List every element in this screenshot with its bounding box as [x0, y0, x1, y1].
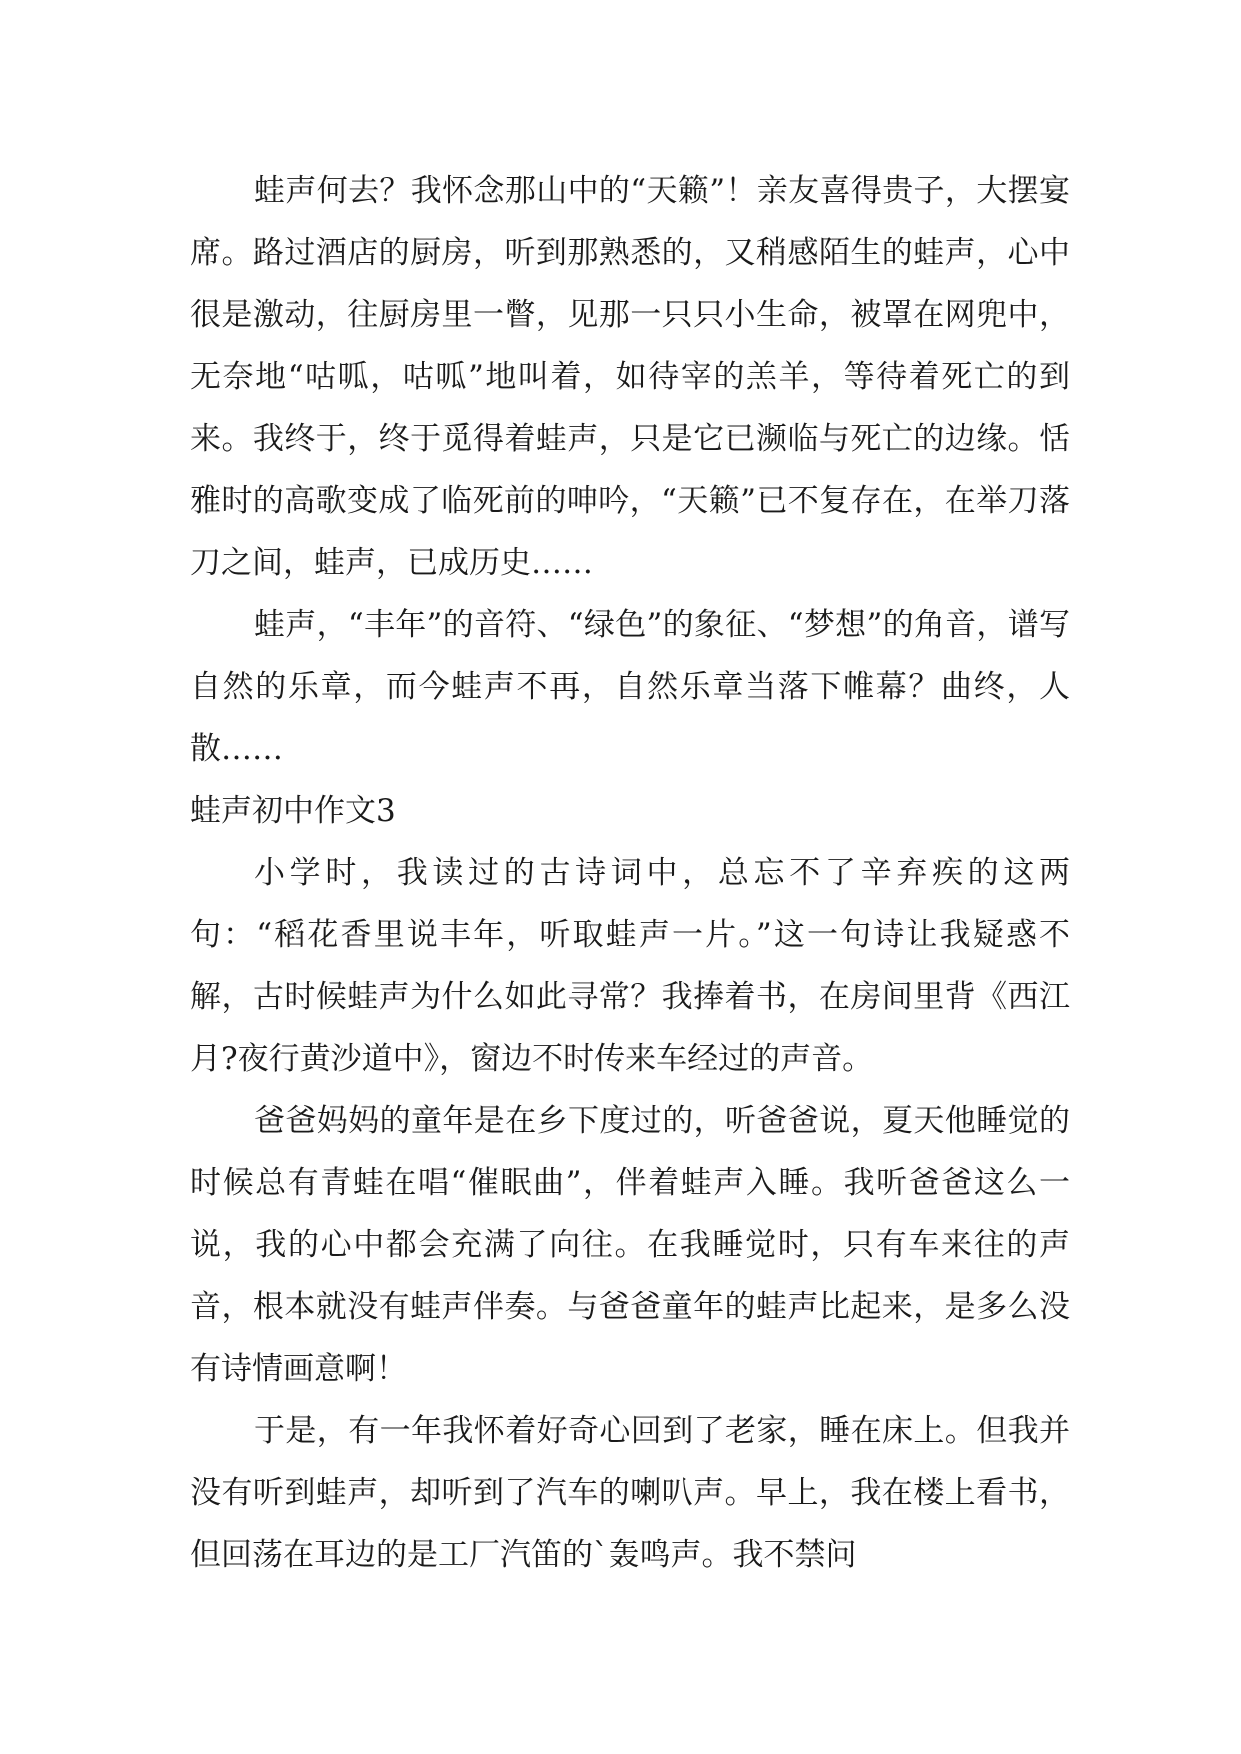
- paragraph-frog-sound-symbol: 蛙声，“丰年”的音符、“绿色”的象征、“梦想”的角音，谱写自然的乐章，而今蛙声不再，自然乐章当落下帷幕？曲终，人散……: [190, 607, 1070, 767]
- section-title: 蛙声初中作文3: [190, 793, 396, 829]
- paragraph-ancient-poem: 小学时，我读过的古诗词中，总忘不了辛弃疾的这两句：“稻花香里说丰年，听取蛙声一片。”这一句诗让我疑惑不解，古时候蛙声为什么如此寻常？我捧着书，在房间里背《西江月?夜行黄沙道中》，窗边不时传来车经过的声音。: [190, 855, 1070, 1077]
- paragraph-frog-sound-gone: 蛙声何去？我怀念那山中的“天籁”！亲友喜得贵子，大摆宴席。路过酒店的厨房，听到那熟悉的，又稍感陌生的蛙声，心中很是激动，往厨房里一瞥，见那一只只小生命，被罩在网兜中，无奈地“咕呱，咕呱”地叫着，如待宰的羔羊，等待着死亡的到来。我终于，终于觅得着蛙声，只是它已濒临与死亡的边缘。恬雅时的高歌变成了临死前的呻吟，“天籁”已不复存在，在举刀落刀之间，蛙声，已成历史……: [190, 173, 1070, 581]
- essay-body: [190, 160, 1070, 1586]
- paragraph-father-childhood: 爸爸妈妈的童年是在乡下度过的，听爸爸说，夏天他睡觉的时候总有青蛙在唱“催眠曲”，伴着蛙声入睡。我听爸爸这么一说，我的心中都会充满了向往。在我睡觉时，只有车来往的声音，根本就没有蛙声伴奏。与爸爸童年的蛙声比起来，是多么没有诗情画意啊！: [190, 1103, 1070, 1387]
- paragraph-hometown-visit: 于是，有一年我怀着好奇心回到了老家，睡在床上。但我并没有听到蛙声，却听到了汽车的喇叭声。早上，我在楼上看书，但回荡在耳边的是工厂汽笛的`轰鸣声。我不禁问: [190, 1413, 1070, 1573]
